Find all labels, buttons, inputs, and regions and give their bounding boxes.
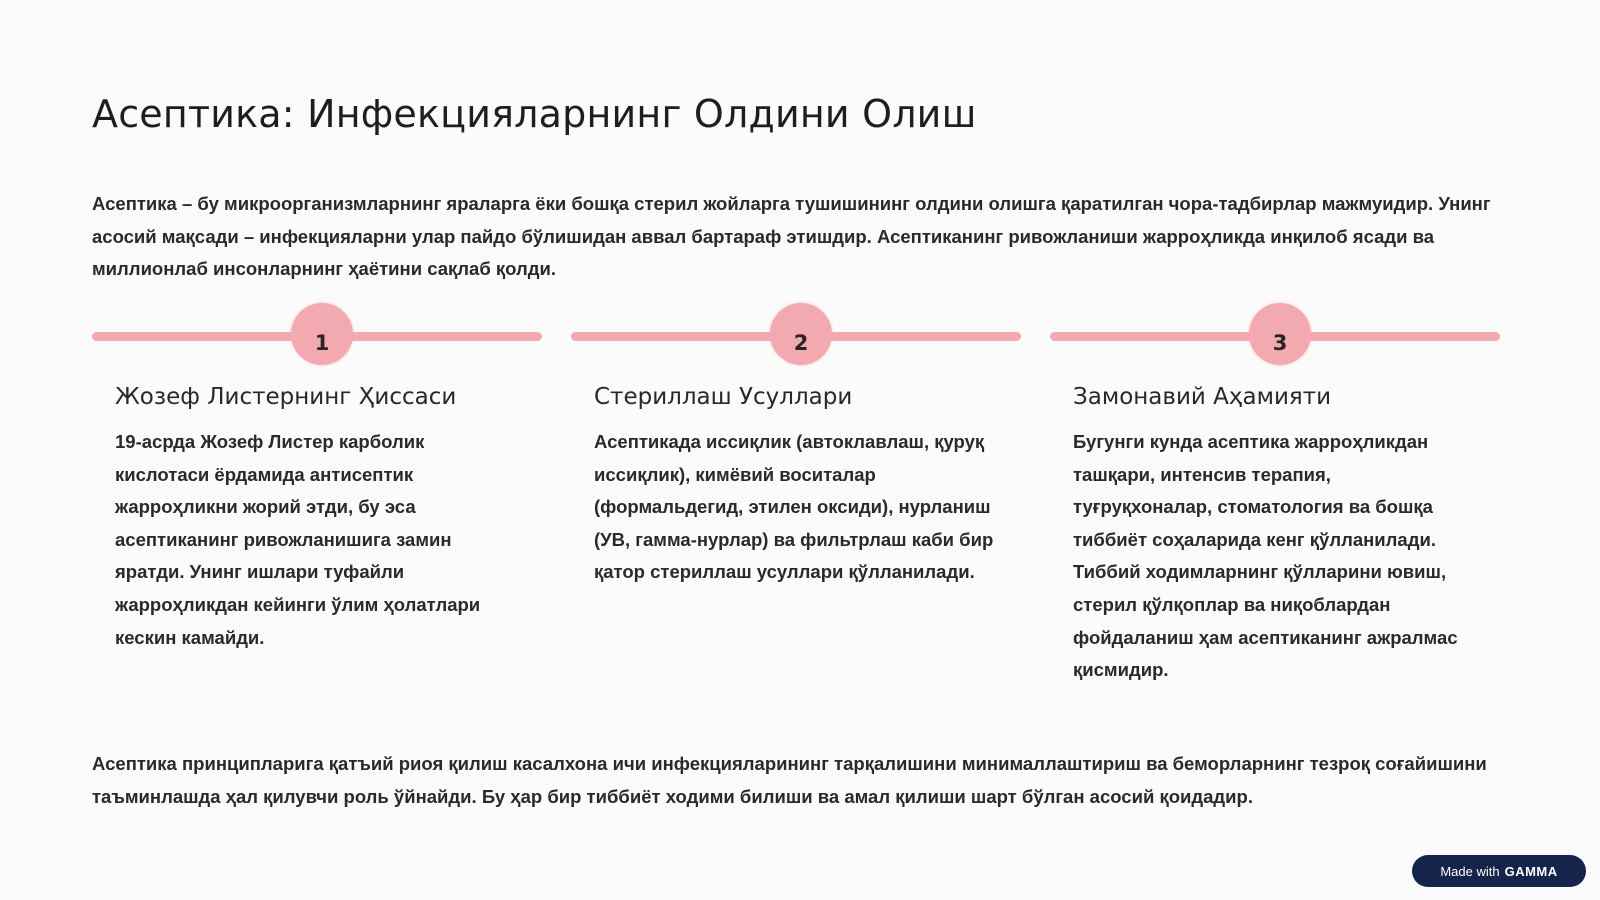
made-with-gamma-badge[interactable] (1412, 855, 1586, 887)
step-column-2 (594, 384, 1014, 589)
step-marker-2: 2 (770, 303, 832, 365)
badge-prefix: Made with (1440, 863, 1500, 879)
step-heading: Жозеф Листернинг Ҳиссаси (115, 384, 457, 410)
gamma-logo: GAMMA (1504, 863, 1558, 879)
step-column-3 (1073, 384, 1473, 687)
step-heading: Стериллаш Усуллари (594, 384, 853, 410)
closing-paragraph: Асептика принципларига қатъий риоя қилиш касалхона ичи инфекцияларининг тарқалишини минималлаштириш ва беморларнинг тезроқ соғайишини таъминлашда ҳал қилувчи роль ўйнайди. Бу ҳар бир тиббиёт ходими билиши ва амал қилиши шарт бўлган асосий қоидадир. (92, 753, 1487, 807)
timeline (92, 303, 1510, 373)
step-heading: Замонавий Аҳамияти (1073, 384, 1332, 410)
step-marker-1: 1 (291, 303, 353, 365)
step-text: Асептикада иссиқлик (автоклавлаш, қуруқ иссиқлик), кимёвий воситалар (формальдегид, этилен оксиди), нурланиш (УВ, гамма-нурлар) ва фильтрлаш каби бир қатор стериллаш усуллари қўлланилади. (594, 431, 994, 583)
step-text: Бугунги кунда асептика жарроҳликдан ташқари, интенсив терапия, туғруқхоналар, стоматология ва бошқа тиббиёт соҳаларида кенг қўлланилади. Тиббий ходимларнинг қўлларини ювиш, стерил қўлқоплар ва ниқоблардан фойдаланиш ҳам асептиканинг ажралмас қисмидир. (1073, 431, 1458, 681)
step-column-1 (115, 384, 515, 654)
page-title: Асептика: Инфекцияларнинг Олдини Олиш (92, 92, 977, 136)
step-marker-3: 3 (1249, 303, 1311, 365)
step-text: 19-асрда Жозеф Листер карболик кислотаси ёрдамида антисептик жарроҳликни жорий этди, бу эса асептиканинг ривожланишига замин яратди. Унинг ишлари туфайли жарроҳликдан кейинги ўлим ҳолатлари кескин камайди. (115, 431, 481, 648)
intro-paragraph: Асептика – бу микроорганизмларнинг яраларга ёки бошқа стерил жойларга тушишининг олдини олишга қаратилган чора-тадбирлар мажмуидир. Унинг асосий мақсади – инфекцияларни улар пайдо бўлишидан аввал бартараф этишдир. Асептиканинг ривожланиши жарроҳликда инқилоб ясади ва миллионлаб инсонларнинг ҳаётини сақлаб қолди. (92, 193, 1491, 279)
